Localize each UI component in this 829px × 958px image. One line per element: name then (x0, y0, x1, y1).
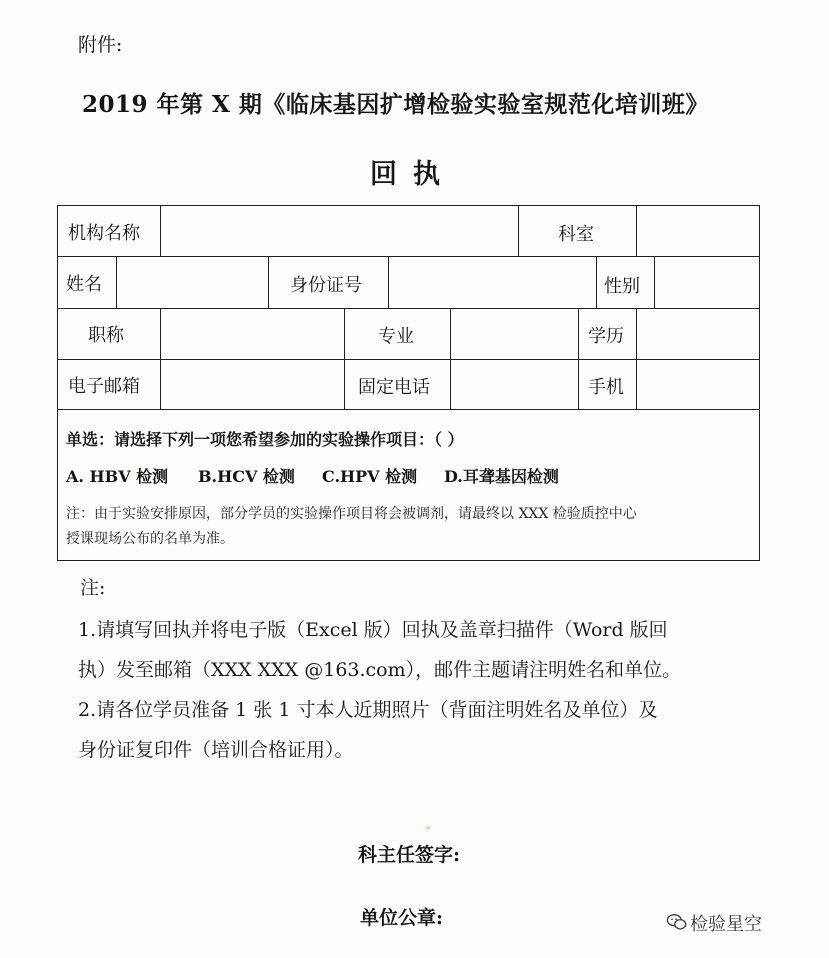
col-divider (344, 308, 345, 409)
watermark-text: 检验星空 (690, 914, 762, 935)
row-divider (58, 308, 759, 309)
landline-label: 固定电话 (358, 377, 430, 398)
document-subtitle: 回执 (370, 159, 456, 190)
red-stamp-mark: ˇ (425, 826, 432, 841)
row-divider (58, 359, 759, 360)
row-divider (58, 409, 759, 410)
email-label: 电子邮箱 (68, 376, 140, 397)
option-a: A. HBV 检测 (66, 467, 169, 486)
col-divider (160, 206, 161, 256)
col-divider (654, 256, 655, 308)
col-divider (450, 308, 451, 409)
col-divider (518, 206, 519, 256)
org-name-label: 机构名称 (68, 223, 140, 244)
unit-seal-label: 单位公章: (360, 907, 444, 929)
name-label: 姓名 (66, 274, 102, 295)
col-divider (388, 256, 389, 308)
wechat-icon (666, 911, 688, 933)
option-d: D.耳聋基因检测 (444, 467, 559, 486)
form-note-line-2: 授课现场公布的名单为准。 (66, 531, 234, 547)
note-2-line-2: 身份证复印件（培训合格证用）。 (78, 739, 354, 761)
document-title: 2019 年第 X 期《临床基因扩增检验实验室规范化培训班》 (82, 91, 709, 118)
note-2-line-1: 2.请各位学员准备 1 张 1 寸本人近期照片（背面注明姓名及单位）及 (78, 699, 658, 721)
note-1-line-1: 1.请填写回执并将电子版（Excel 版）回执及盖章扫描件（Word 版回 (78, 619, 668, 641)
department-label: 科室 (558, 224, 594, 245)
education-label: 学历 (588, 326, 624, 347)
major-label: 专业 (378, 326, 414, 347)
col-divider (116, 256, 117, 308)
gender-label: 性别 (604, 276, 640, 297)
registration-form (57, 205, 760, 561)
option-b: B.HCV 检测 (198, 467, 295, 486)
watermark (690, 910, 762, 936)
form-note-line-1: 注：由于实验安排原因，部分学员的实验操作项目将会被调剂，请最终以 XXX 检验质控中心 (66, 506, 637, 522)
director-signature-label: 科主任签字: (358, 844, 461, 866)
job-title-label: 职称 (88, 325, 124, 346)
col-divider (578, 308, 579, 409)
col-divider (160, 308, 161, 409)
col-divider (636, 206, 637, 256)
col-divider (636, 308, 637, 409)
notes-heading: 注: (80, 577, 106, 599)
option-c: C.HPV 检测 (322, 467, 418, 486)
choice-prompt: 单选：请选择下列一项您希望参加的实验操作项目：（ ） (66, 430, 464, 449)
col-divider (268, 256, 269, 308)
col-divider (596, 256, 597, 308)
mobile-label: 手机 (588, 377, 624, 398)
id-number-label: 身份证号 (290, 275, 362, 296)
note-1-line-2: 执）发至邮箱（XXX XXX @163.com），邮件主题请注明姓名和单位。 (78, 659, 682, 681)
attachment-label: 附件: (78, 34, 123, 56)
